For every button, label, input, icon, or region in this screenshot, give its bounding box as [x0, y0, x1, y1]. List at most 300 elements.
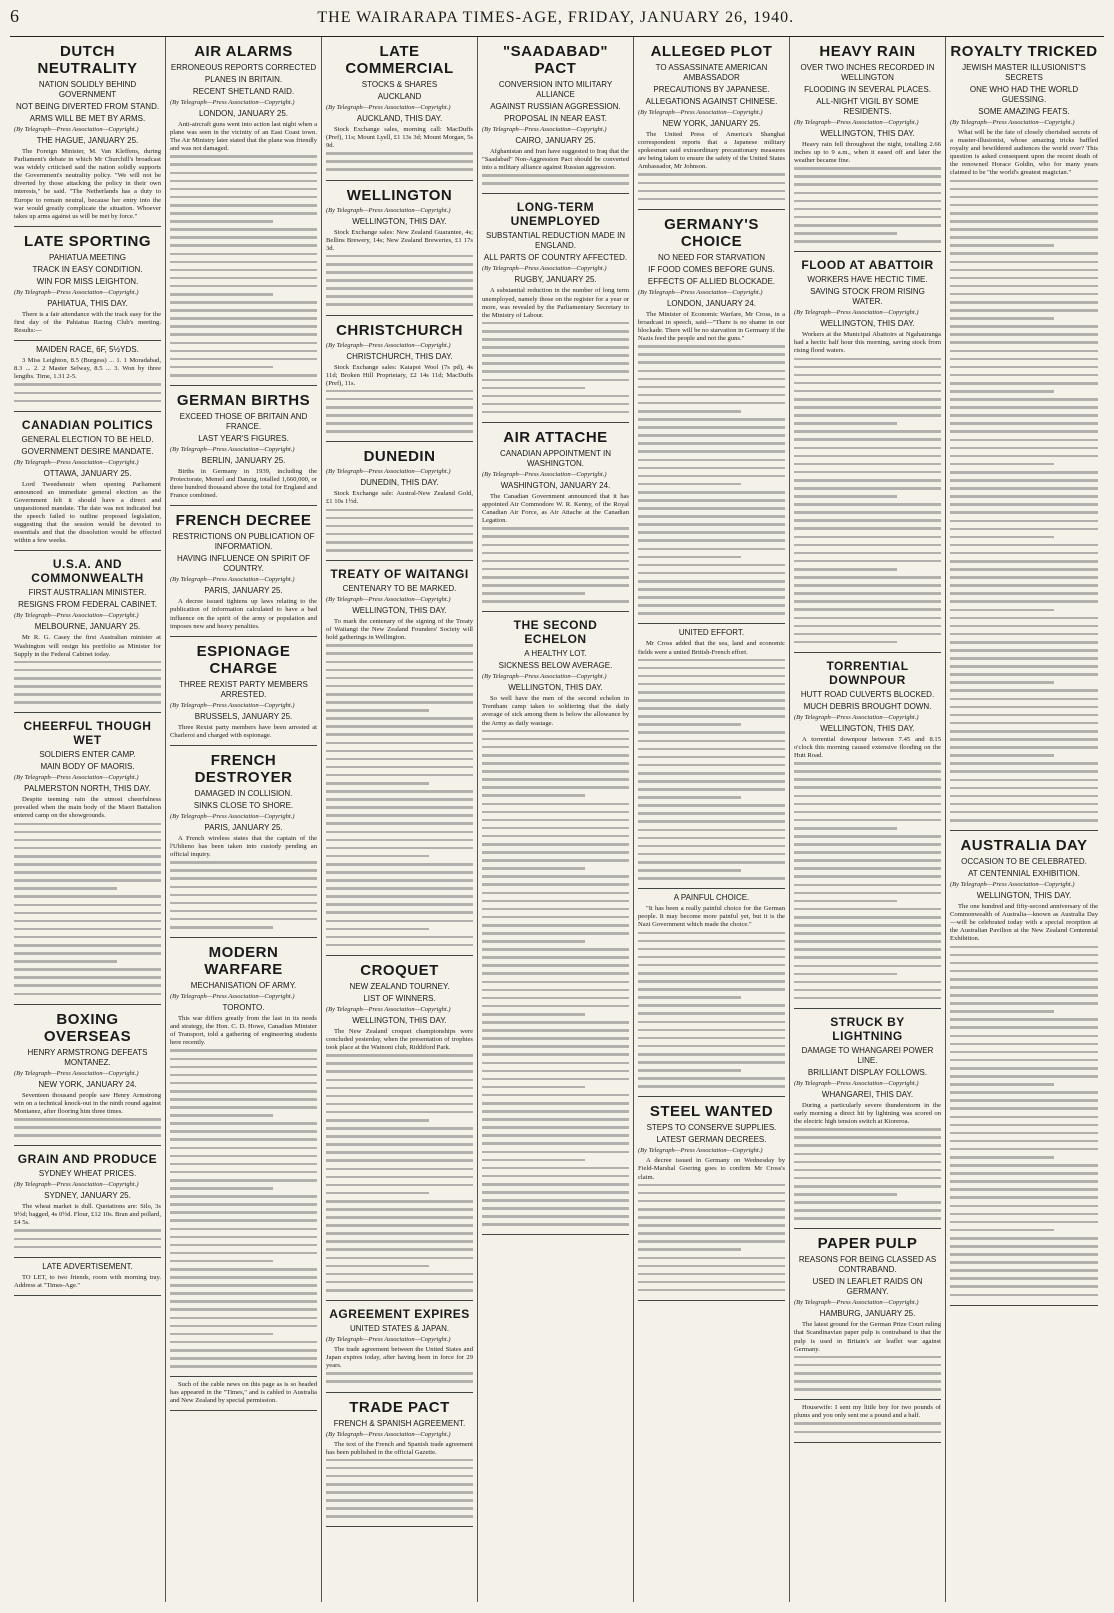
article-subheading: STOCKS & SHARES: [361, 80, 438, 89]
article-dateline: AUCKLAND, THIS DAY.: [356, 114, 443, 123]
article-byline: (By Telegraph—Press Association—Copyright.): [326, 341, 451, 349]
article-subheading: BRILLIANT DISPLAY FOLLOWS.: [807, 1067, 928, 1077]
article-text: A decree issued tightens up laws relating to the publication of information calculated to have a bad influence on the spirit of the army or population and imposes new and heavy penalties.: [170, 598, 317, 630]
article-body: [950, 903, 1098, 943]
article-headline: TREATY OF WAITANGI: [330, 567, 469, 582]
article-text: TO LET, to two friends, room with morning tray. Address at "Times-Age.": [14, 1273, 161, 1289]
article-subheading: SINKS CLOSE TO SHORE.: [193, 800, 294, 810]
article-subheading: RECENT SHETLAND RAID.: [192, 87, 295, 96]
article-body: [14, 311, 161, 335]
article-byline: (By Telegraph—Press Association—Copyright.): [638, 109, 763, 116]
article-text: Stock Exchange sales: Kaiapoi Wool (7s pd), 4s 11d; Broken Hill Proprietary, £2 14s 11d; MacDuffs (Pref), 11s.: [326, 363, 473, 387]
article-continued-text: [326, 509, 473, 552]
article-body: [638, 1157, 785, 1181]
article-headline: WELLINGTON: [346, 186, 453, 204]
article-headline: MODERN WARFARE: [204, 944, 283, 979]
article-headline: GRAIN AND PRODUCE: [17, 1152, 158, 1167]
article-byline: (By Telegraph—Press Association—Copyright.): [170, 701, 295, 709]
article: [638, 43, 785, 210]
article-subheading: ALL PARTS OF COUNTRY AFFECTED.: [483, 253, 628, 263]
article-subheading: HUTT ROAD CULVERTS BLOCKED.: [800, 689, 935, 699]
article-byline: (By Telegraph—Press Association—Copyright.): [170, 99, 295, 106]
article-text: Heavy rain fell throughout the night, totalling 2.66 inches up to 9 a.m., when it eased off and later the weather became fine.: [794, 141, 941, 165]
article-subheading: NEW ZEALAND TOURNEY.: [349, 981, 450, 991]
article-text: Mr R. G. Casey the first Australian minister at Washington will resign his portfolio as Minister for Supply in the Federal Cabinet today.: [14, 634, 161, 658]
article-byline: (By Telegraph—Press Association—Copyright.): [482, 673, 607, 681]
article-subheading: SICKNESS BELOW AVERAGE.: [498, 661, 613, 671]
article-text: The one hundred and fifty-second anniversary of the Commonwealth of Australia—known as Australia Day—will be celebrated today with a special reception at the Australian Pavilion at the New Zealand Centennial Exhibition.: [950, 903, 1098, 943]
article-headline: DUTCH NEUTRALITY: [37, 43, 138, 77]
article-subheading: THREE REXIST PARTY MEMBERS ARRESTED.: [179, 679, 308, 699]
article-continued-text: [950, 180, 1098, 822]
article-dateline: BERLIN, JANUARY 25.: [201, 456, 286, 465]
article-text: The trade agreement between the United States and Japan expires today, after having been in force for 29 years.: [326, 1346, 473, 1370]
article-text: The latest ground for the German Prize Court ruling that Scandinavian paper pulp is contraband is that the pulp is used in Britain's air leaflet war against Germany.: [794, 1321, 941, 1353]
article-dateline: WELLINGTON, THIS DAY.: [820, 129, 915, 138]
article-text: The wheat market is dull. Quotations are: Silo, 3s 9½d; bagged, 4s 0½d. Flour, £12 10s. Bran and pollard, £4 5s.: [14, 1203, 161, 1227]
article-continued-text: [326, 1054, 473, 1291]
article-byline: (By Telegraph—Press Association—Copyright.): [326, 1430, 451, 1438]
article-dateline: HAMBURG, JANUARY 25.: [819, 1309, 916, 1319]
article-continued-text: [482, 174, 629, 185]
article-subheading: PAHIATUA MEETING: [48, 252, 127, 262]
article-continued-text: [170, 155, 317, 376]
article-byline: (By Telegraph—Press Association—Copyright.): [326, 104, 451, 111]
article-byline: (By Telegraph—Press Association—Copyright.): [326, 1336, 451, 1344]
article-subheading: FRENCH & SPANISH AGREEMENT.: [333, 1418, 466, 1428]
article-continued-text: [794, 762, 941, 999]
article-continued-text: [326, 390, 473, 433]
article: [794, 1404, 941, 1442]
article-dateline: OTTAWA, JANUARY 25.: [43, 468, 132, 478]
article-continued-text: [326, 1372, 473, 1383]
article-body: [326, 1441, 473, 1457]
article-text: Lord Tweedsmuir when opening Parliament announced an immediate general election as the Government felt it should have a direct and unquestioned mandate. The date was not indicated but the speech failed to outline proposed legislation, suggesting that the session would be devoted to essentials and that the dissolution would be effected within a few weeks.: [14, 480, 161, 545]
article-subheading: NATION SOLIDLY BEHIND GOVERNMENT: [38, 80, 137, 99]
article-headline: ESPIONAGE CHARGE: [196, 642, 291, 677]
article-dateline: WELLINGTON, THIS DAY.: [976, 891, 1072, 901]
article-text: This war differs greatly from the last in its needs and strategy, the Hon. C. D. Howe, Canadian Minister of Transport, told a gathering of engineering students here recently.: [170, 1015, 317, 1047]
article-text: Anti-aircraft guns went into action last night when a plane was seen in the vicinity of an East Coast town. The Air Ministry later stated that the plane was friendly and was not damaged.: [170, 121, 317, 153]
article-body: [170, 468, 317, 500]
article-subheading: A PAINFUL CHOICE.: [673, 893, 750, 903]
article-subheading: PROPOSAL IN NEAR EAST.: [504, 114, 607, 123]
article: [638, 1103, 785, 1301]
article-body: [170, 1015, 317, 1047]
article-dateline: WELLINGTON, THIS DAY.: [820, 319, 915, 329]
article-subheading: PRECAUTIONS BY JAPANESE.: [653, 85, 770, 94]
article-subheading: ALL-NIGHT VIGIL BY SOME RESIDENTS.: [816, 97, 919, 116]
article: [14, 43, 161, 227]
article-body: [14, 1203, 161, 1227]
article-byline: (By Telegraph—Press Association—Copyright.): [170, 812, 295, 820]
article-byline: (By Telegraph—Press Association—Copyright.): [14, 774, 139, 782]
article-dateline: NEW YORK, JANUARY 24.: [38, 1079, 137, 1089]
article-dateline: CHRISTCHURCH, THIS DAY.: [346, 351, 453, 361]
article-subheading: MAIN BODY OF MAORIS.: [40, 762, 135, 772]
article-body: [14, 148, 161, 221]
article-body: [482, 695, 629, 727]
article-byline: (By Telegraph—Press Association—Copyright.): [794, 1299, 919, 1307]
article-subheading: NO NEED FOR STARVATION: [658, 252, 765, 262]
article-continued-text: [14, 823, 161, 996]
article-text: The United Press of America's Shanghai correspondent reports that a Japanese military spokesman said extraordinary precautionary measures are being taken to ensure the safety of the United States Ambassador, Mr Johnson.: [638, 131, 785, 171]
article-subheading: SUBSTANTIAL REDUCTION MADE IN ENGLAND.: [485, 231, 626, 251]
article-headline: FRENCH DECREE: [175, 512, 312, 530]
article-subheading: DAMAGED IN COLLISION.: [194, 788, 293, 798]
article-subheading: STEPS TO CONSERVE SUPPLIES.: [646, 1123, 777, 1133]
article-subheading: GOVERNMENT DESIRE MANDATE.: [21, 446, 154, 456]
article-dateline: PARIS, JANUARY 25.: [204, 822, 283, 832]
article-byline: (By Telegraph—Press Association—Copyright.): [482, 126, 607, 133]
article-subheading: TO ASSASSINATE AMERICAN AMBASSADOR: [655, 63, 768, 82]
article-byline: (By Telegraph—Press Association—Copyright.): [170, 993, 295, 1001]
article-subheading: LAST YEAR'S FIGURES.: [198, 434, 289, 443]
article-continued-text: [14, 1118, 161, 1137]
article-body: [14, 1274, 161, 1290]
article-body: [170, 835, 317, 859]
article-body: [794, 1404, 941, 1420]
article: [482, 618, 629, 1235]
article-byline: (By Telegraph—Press Association—Copyright.): [170, 576, 295, 584]
article-subheading: AUCKLAND: [377, 92, 422, 101]
article-dateline: TORONTO.: [222, 1003, 265, 1013]
article-text: There is a fair attendance with the track easy for the first day of the Pahiatua Racing Club's meeting. Results:—: [14, 310, 161, 335]
article-body: [326, 364, 473, 388]
article-headline: CHEERFUL THOUGH WET: [23, 719, 152, 748]
article-text: "It has been a really painful choice for the German people. It may become more painful yet, but it is the Nazi Government which made the choice.": [638, 905, 785, 929]
article: [170, 1381, 317, 1411]
article-headline: AUSTRALIA DAY: [960, 837, 1088, 855]
article: [170, 752, 317, 938]
article: [950, 43, 1098, 831]
article-body: [482, 148, 629, 172]
article-dateline: BRUSSELS, JANUARY 25.: [194, 711, 293, 721]
article-dateline: LONDON, JANUARY 24.: [666, 298, 757, 308]
article-subheading: LATE ADVERTISEMENT.: [42, 1261, 133, 1271]
article-dateline: PAHIATUA, THIS DAY.: [47, 298, 128, 308]
article-byline: (By Telegraph—Press Association—Copyright.): [14, 458, 139, 466]
article-headline: ROYALTY TRICKED: [950, 43, 1098, 60]
article-subheading: CANADIAN APPOINTMENT IN WASHINGTON.: [500, 448, 611, 468]
article-byline: (By Telegraph—Press Association—Copyright.): [638, 1147, 763, 1155]
article: [326, 567, 473, 956]
article-body: [326, 1346, 473, 1370]
article-subheading: LIST OF WINNERS.: [363, 993, 436, 1003]
article-subheading: AT CENTENNIAL EXHIBITION.: [968, 869, 1080, 879]
article: [14, 345, 161, 412]
article: [794, 258, 941, 653]
article-subheading: RESTRICTIONS ON PUBLICATION OF INFORMATION.: [172, 532, 315, 552]
article: [638, 216, 785, 625]
article-headline: LATE COMMERCIAL: [345, 43, 454, 77]
article: [14, 418, 161, 552]
article-dateline: DUNEDIN, THIS DAY.: [360, 478, 439, 488]
article: [170, 512, 317, 636]
article-dateline: WELLINGTON, THIS DAY.: [352, 1015, 447, 1025]
article-body: [14, 1092, 161, 1116]
article: [14, 557, 161, 713]
article-text: Such of the cable news on this page as is so headed has appeared in the "Times," and is cabled to Australia and New Zealand by special permission.: [170, 1381, 317, 1405]
article-body: [326, 229, 473, 253]
article-dateline: RUGBY, JANUARY 25.: [514, 275, 597, 285]
article-headline: LONG-TERM UNEMPLOYED: [510, 200, 601, 229]
article-body: [950, 129, 1098, 178]
article-text: Seventeen thousand people saw Henry Armstrong win on a technical knock-out in the ninth round against Montanez, after flooring him three times.: [14, 1091, 161, 1115]
article-headline: CROQUET: [360, 961, 439, 979]
article: [170, 944, 317, 1377]
article-subheading: FIRST AUSTRALIAN MINISTER.: [28, 588, 147, 598]
article-subheading: MAIDEN RACE, 6F, 5½YDS.: [36, 345, 139, 355]
article-headline: "SAADABAD" PACT: [502, 43, 609, 77]
article-dateline: WASHINGTON, JANUARY 24.: [500, 480, 611, 490]
article-continued-text: [794, 1356, 941, 1391]
article-text: The New Zealand croquet championships were concluded yesterday, when the presentation of trophies took place at the Wainoni club, Riddiford Park.: [326, 1027, 473, 1052]
article: [14, 1011, 161, 1147]
article: [14, 1262, 161, 1296]
article-subheading: SOLDIERS ENTER CAMP.: [39, 750, 136, 760]
article-text: Workers at the Municipal Abattoirs at Ngahauranga had a hectic half hour this morning, saving stock from rising flood waters.: [794, 331, 941, 355]
article-headline: HEAVY RAIN: [819, 43, 916, 60]
article-continued-text: [170, 861, 317, 928]
article-byline: (By Telegraph—Press Association—Copyright.): [794, 1079, 919, 1087]
article-dateline: NEW YORK, JANUARY 25.: [662, 119, 761, 128]
article-body: [482, 493, 629, 525]
article: [326, 43, 473, 181]
article-text: Housewife: I sent my little boy for two pounds of plums and you only sent me a pound and a half.: [794, 1404, 941, 1420]
article-subheading: EXCEED THOSE OF BRITAIN AND FRANCE.: [179, 412, 308, 431]
article-text: To mark the centenary of the signing of the Treaty of Waitangi the New Zealand Founders' Society will hold gatherings in Wellington.: [326, 618, 473, 642]
article-byline: (By Telegraph—Press Association—Copyright.): [326, 206, 451, 214]
article-body: [794, 1102, 941, 1126]
article-continued-text: [638, 1184, 785, 1292]
article-continued-text: [794, 358, 941, 644]
article-subheading: SYDNEY WHEAT PRICES.: [38, 1169, 137, 1179]
article-subheading: UNITED STATES & JAPAN.: [349, 1324, 450, 1334]
article-subheading: IF FOOD COMES BEFORE GUNS.: [648, 264, 775, 274]
article-continued-text: [482, 322, 629, 414]
article: [326, 187, 473, 316]
article-subheading: SOME AMAZING FEATS.: [978, 107, 1070, 116]
article-continued-text: [326, 644, 473, 946]
article-subheading: DAMAGE TO WHANGAREI POWER LINE.: [801, 1045, 934, 1065]
article-continued-text: [794, 1128, 941, 1220]
article-subheading: UNITED EFFORT.: [678, 628, 745, 638]
article: [14, 719, 161, 1004]
article-subheading: CONVERSION INTO MILITARY ALLIANCE: [498, 80, 613, 99]
article-headline: STRUCK BY LIGHTNING: [830, 1014, 905, 1043]
article-byline: (By Telegraph—Press Association—Copyright.): [950, 119, 1075, 126]
article-body: [638, 640, 785, 656]
article-continued-text: [482, 527, 629, 602]
article: [794, 1235, 941, 1400]
article-body: [326, 490, 473, 506]
article-dateline: PARIS, JANUARY 25.: [204, 586, 283, 596]
article-subheading: ERRONEOUS REPORTS CORRECTED: [170, 63, 317, 72]
article-subheading: ALLEGATIONS AGAINST CHINESE.: [645, 97, 778, 106]
article-continued-text: [638, 659, 785, 880]
column-4: [478, 37, 634, 1602]
article-text: The Minister of Economic Warfare, Mr Cross, in a broadcast in speech, said—"There is no shame in our blockade. There will be no starvation in Germany if the Nazis feed the people and not the guns.": [638, 310, 785, 343]
article-body: [794, 331, 941, 355]
columns-container: [10, 37, 1104, 1602]
article-dateline: PALMERSTON NORTH, THIS DAY.: [24, 784, 151, 794]
article-text: Stock Exchange sale: Austral-New Zealand Gold, £1 10s 1½d.: [326, 490, 473, 506]
article-subheading: LATEST GERMAN DECREES.: [656, 1135, 767, 1145]
article-subheading: GENERAL ELECTION TO BE HELD.: [21, 434, 154, 444]
article-dateline: SYDNEY, JANUARY 25.: [44, 1191, 131, 1201]
article: [170, 643, 317, 746]
article-byline: (By Telegraph—Press Association—Copyright.): [638, 288, 763, 296]
article-text: The Foreign Minister, M. Van Kleffens, during Parliament's debate in which Mr Churchill's broadcast was widely criticised said the nation solidly supports the Government's neutrality policy. "We will not be diverted by those attacking the policy in their own interests," he said. "The Netherlands has a duty to Europe to remain neutral, because her entry into the war would greatly complicate the situation. Whoever takes up arms against us will be met by force.": [14, 148, 161, 220]
article-continued-text: [326, 152, 473, 171]
article-text: Stock Exchange sales: New Zealand Guarantee, 4s; Bellins Brewery, 14s; New Zealand Breweries, £1 17s 3d.: [326, 228, 473, 252]
article-dateline: WELLINGTON, THIS DAY.: [352, 216, 447, 226]
article-byline: (By Telegraph—Press Association—Copyright.): [482, 265, 607, 273]
article-byline: (By Telegraph—Press Association—Copyright.): [794, 119, 919, 126]
article-headline: BOXING OVERSEAS: [43, 1010, 132, 1045]
article-headline: FLOOD AT ABATTOIR: [801, 258, 934, 273]
article-text: A decree issued in Germany on Wednesday by Field-Marshal Goering goes to confirm Mr Cross's claim.: [638, 1157, 785, 1181]
article-continued-text: [14, 661, 161, 704]
article-subheading: OVER TWO INCHES RECORDED IN WELLINGTON: [800, 63, 935, 82]
masthead-title: THE WAIRARAPA TIMES-AGE, FRIDAY, JANUARY 26, 1940.: [317, 9, 795, 26]
article-subheading: FLOODING IN SEVERAL PLACES.: [804, 85, 931, 94]
article-subheading: EFFECTS OF ALLIED BLOCKADE.: [647, 276, 776, 286]
article-headline: TORRENTIAL DOWNPOUR: [826, 658, 909, 687]
article-body: [326, 126, 473, 150]
article-continued-text: [170, 1049, 317, 1367]
article-body: [326, 618, 473, 642]
article-body: [794, 141, 941, 165]
article-headline: GERMANY'S CHOICE: [664, 215, 759, 250]
article: [638, 893, 785, 1097]
article: [950, 837, 1098, 1306]
article-body: [170, 1381, 317, 1405]
page-number: 6: [10, 6, 20, 26]
article-dateline: WHANGAREI, THIS DAY.: [821, 1089, 914, 1099]
article-body: [638, 131, 785, 171]
article-text: During a particularly severe thunderstorm in the early morning a direct hit by lightning was scored on the electric high tension switch at Kioreroa.: [794, 1101, 941, 1126]
column-5: [634, 37, 790, 1602]
article-text: Afghanistan and Iran have suggested to Iraq that the "Saadabad" Non-Aggression Pact should be converted into a military alliance against Russian aggression.: [482, 148, 629, 172]
article-headline: CANADIAN POLITICS: [21, 417, 154, 432]
article-headline: AIR ATTACHE: [503, 428, 608, 446]
column-1: [10, 37, 166, 1602]
article-body: [326, 1028, 473, 1052]
article-continued-text: [326, 255, 473, 306]
article-headline: LATE SPORTING: [23, 232, 152, 250]
column-7: [946, 37, 1102, 1602]
article-byline: (By Telegraph—Press Association—Copyright.): [794, 309, 919, 317]
article: [794, 43, 941, 252]
article: [482, 43, 629, 194]
article-text: A torrential downpour between 7.45 and 8.15 o'clock this morning caused extensive flooding on the Hutt Road.: [794, 735, 941, 760]
article-continued-text: [638, 932, 785, 1088]
article-body: [14, 481, 161, 546]
article: [638, 628, 785, 889]
article: [14, 233, 161, 341]
article-headline: DUNEDIN: [363, 448, 436, 466]
article-text: Stock Exchange sales, morning call: MacDuffs (Pref), 11s; Mount Lyell, £1 13s 3d; Mount Morgan, 5s 9d.: [326, 126, 473, 150]
article-continued-text: [950, 946, 1098, 1297]
article-body: [794, 1321, 941, 1353]
article-body: [170, 121, 317, 153]
article-body: [170, 598, 317, 630]
article-subheading: OCCASION TO BE CELEBRATED.: [961, 857, 1087, 867]
article-subheading: AGAINST RUSSIAN AGGRESSION.: [490, 102, 621, 111]
article-dateline: MELBOURNE, JANUARY 25.: [34, 622, 141, 632]
article: [794, 659, 941, 1009]
article-dateline: WELLINGTON, THIS DAY.: [820, 723, 915, 733]
article-headline: THE SECOND ECHELON: [513, 618, 598, 647]
article: [326, 1399, 473, 1528]
article-text: What will be the fate of closely cherished secrets of a master-illusionist, whose amazing tricks baffled royalty and bewildered audiences the world over? This question is asked consequent upon the recent death of the renowned Horace Goldin, who for many years claimed to be "the world's greatest magician.": [950, 129, 1098, 177]
article-subheading: JEWISH MASTER ILLUSIONIST'S SECRETS: [962, 63, 1086, 82]
article-headline: TRADE PACT: [349, 1398, 450, 1416]
article-subheading: WIN FOR MISS LEIGHTON.: [36, 276, 139, 286]
article-byline: (By Telegraph—Press Association—Copyright.): [14, 288, 139, 296]
article: [326, 1307, 473, 1392]
article-subheading: A HEALTHY LOT.: [524, 649, 587, 659]
article-subheading: PLANES IN BRITAIN.: [204, 75, 283, 84]
article-text: The Canadian Government announced that it has appointed Air Commodore W. R. Kenny, of the Royal Canadian Air Force, as Air Attache at the Canadian Legation.: [482, 492, 629, 525]
article-body: [170, 724, 317, 740]
column-2: [166, 37, 322, 1602]
article-subheading: MUCH DEBRIS BROUGHT DOWN.: [803, 701, 932, 711]
article-subheading: SAVING STOCK FROM RISING WATER.: [810, 287, 925, 307]
article-byline: (By Telegraph—Press Association—Copyright.): [950, 881, 1075, 889]
article-text: The text of the French and Spanish trade agreement has been published in the official Gazette.: [326, 1440, 473, 1456]
column-3: [322, 37, 478, 1602]
article: [14, 1152, 161, 1258]
article-continued-text: [14, 1229, 161, 1248]
article-byline: (By Telegraph—Press Association—Copyright.): [326, 1005, 451, 1013]
article: [482, 429, 629, 612]
article-subheading: TRACK IN EASY CONDITION.: [32, 264, 143, 274]
article-text: Mr Cross added that the sea, land and economic fields were a united British-French effort.: [638, 640, 785, 656]
article-headline: AIR ALARMS: [194, 43, 293, 60]
article-headline: FRENCH DESTROYER: [194, 751, 293, 786]
article-subheading: NOT BEING DIVERTED FROM STAND.: [15, 102, 160, 111]
article-continued-text: [326, 1459, 473, 1518]
article-continued-text: [638, 173, 785, 200]
article: [326, 962, 473, 1301]
article-dateline: WELLINGTON, THIS DAY.: [352, 606, 447, 616]
article-headline: U.S.A. AND COMMONWEALTH: [31, 557, 144, 586]
masthead: [10, 6, 1104, 37]
article-byline: (By Telegraph—Press Association—Copyright.): [794, 713, 919, 721]
article: [326, 322, 473, 443]
article-subheading: WORKERS HAVE HECTIC TIME.: [807, 275, 928, 285]
article-text: A substantial reduction in the number of long term unemployed, namely those on the register for a year or more, was revealed by the Parliamentary Secretary to the Ministry of Labour.: [482, 287, 629, 319]
article-dateline: LONDON, JANUARY 25.: [198, 109, 289, 118]
article-body: [638, 311, 785, 343]
article-text: Three Rexist party members have been arrested at Charleroi and charged with espionage.: [170, 723, 317, 739]
article-subheading: REASONS FOR BEING CLASSED AS CONTRABAND.: [798, 1255, 937, 1275]
article-byline: (By Telegraph—Press Association—Copyright.): [482, 470, 607, 478]
article-subheading: ONE WHO HAD THE WORLD GUESSING.: [969, 85, 1079, 104]
article-body: [14, 357, 161, 381]
article-subheading: HENRY ARMSTRONG DEFEATS MONTANEZ.: [27, 1047, 148, 1067]
article: [170, 43, 317, 386]
article-headline: CHRISTCHURCH: [336, 321, 463, 339]
article: [794, 1015, 941, 1229]
article-continued-text: [794, 167, 941, 242]
article-text: 3 Miss Leighton, 8.5 (Burgess) ... 1. 1 Moradabad, 8.3 ... 2. 2 Master Selway, 8.5 ... 3. Won by three lengths. Time, 1.31 2-5.: [14, 357, 161, 381]
article: [482, 200, 629, 423]
article-continued-text: [482, 730, 629, 1226]
